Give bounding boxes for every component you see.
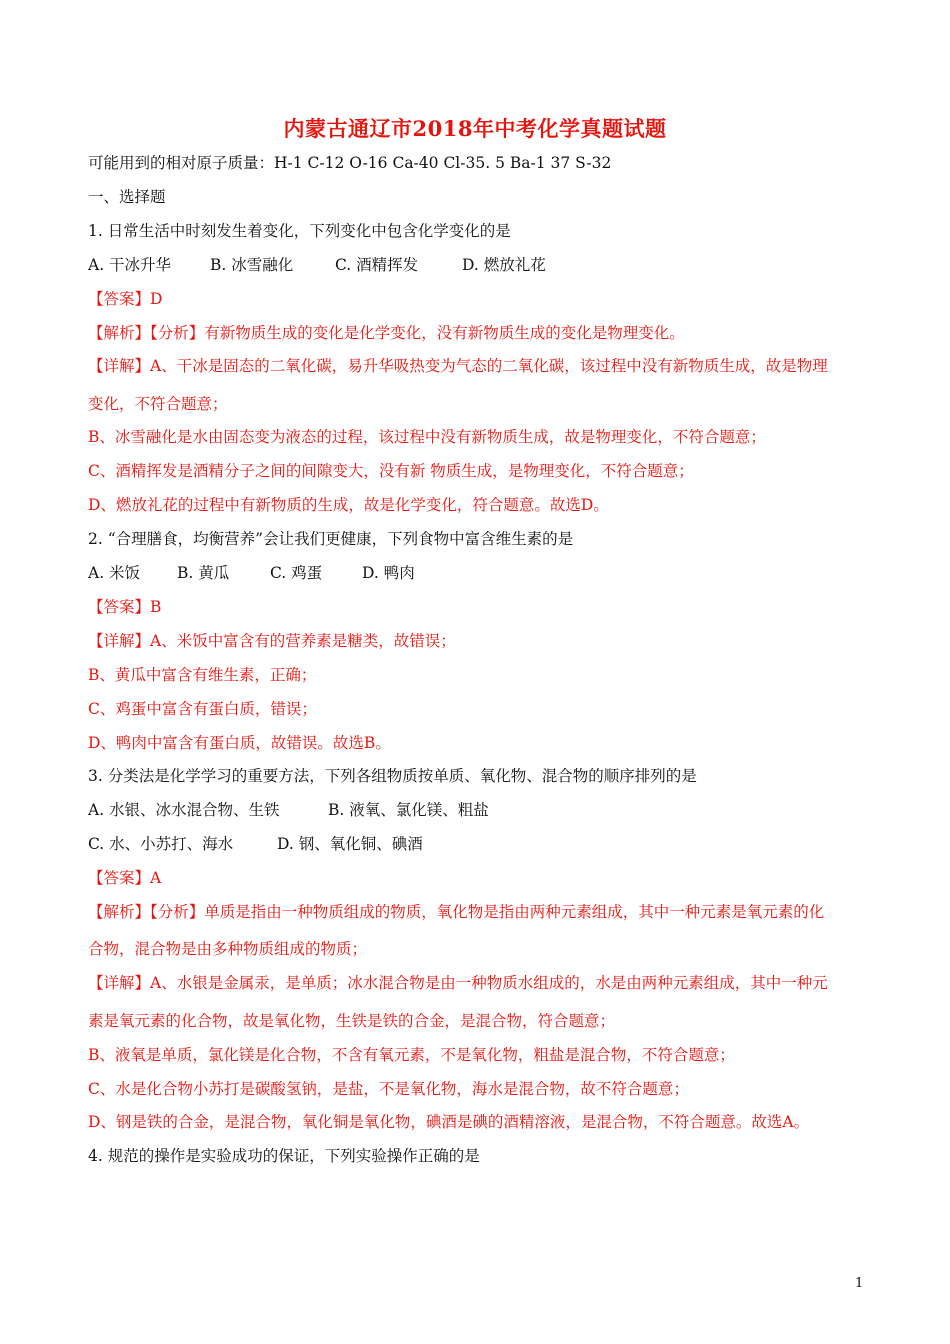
question-1-detail-c: C、酒精挥发是酒精分子之间的间隙变大，没有新 物质生成，是物理变化，不符合题意；	[88, 462, 694, 480]
option-d: D. 钢、氧化铜、碘酒	[277, 835, 423, 853]
question-3-detail-b: B、液氧是单质，氯化镁是化合物，不含有氧元素，不是氧化物，粗盐是混合物，不符合题意；	[88, 1046, 735, 1064]
question-1-detail-a: 【详解】A、干冰是固态的二氧化碳，易升华吸热变为气态的二氧化碳，该过程中没有新物质生成，故是物理	[88, 357, 828, 375]
question-3-options-row-1	[88, 800, 489, 820]
question-1-answer: 【答案】D	[88, 290, 163, 308]
question-2-options	[88, 563, 415, 583]
option-c: C. 水、小苏打、海水	[88, 835, 234, 853]
question-2-detail-c: C、鸡蛋中富含有蛋白质，错误；	[88, 700, 317, 718]
question-2-answer: 【答案】B	[88, 598, 162, 616]
question-2-detail-a: 【详解】A、米饭中富含有的营养素是糖类，故错误；	[88, 632, 456, 650]
question-4-stem: 4. 规范的操作是实验成功的保证，下列实验操作正确的是	[88, 1147, 480, 1165]
question-3-stem: 3. 分类法是化学学习的重要方法，下列各组物质按单质、氧化物、混合物的顺序排列的是	[88, 767, 697, 785]
option-b: B. 冰雪融化	[210, 256, 294, 274]
option-a: A. 水银、冰水混合物、生铁	[88, 801, 280, 819]
question-1-stem: 1. 日常生活中时刻发生着变化，下列变化中包含化学变化的是	[88, 222, 511, 240]
question-3-detail-d: D、钢是铁的合金，是混合物，氧化铜是氧化物，碘酒是碘的酒精溶液，是混合物，不符合题意。故选A。	[88, 1113, 810, 1131]
question-1-options	[88, 255, 546, 275]
option-c: C. 酒精挥发	[335, 256, 419, 274]
question-3-analysis-cont: 合物，混合物是由多种物质组成的物质；	[88, 940, 368, 958]
option-a: A. 米饭	[88, 564, 141, 582]
atomic-masses: 可能用到的相对原子质量：H-1 C-12 O-16 Ca-40 Cl-35. 5 Ba-1 37 S-32	[88, 154, 612, 172]
question-1-detail-b: B、冰雪融化是水由固态变为液态的过程，该过程中没有新物质生成，故是物理变化，不符合题意；	[88, 428, 766, 446]
section-heading: 一、选择题	[88, 188, 166, 206]
page-number: 1	[855, 1276, 864, 1291]
question-3-answer: 【答案】A	[88, 869, 162, 887]
question-1-detail-a-cont: 变化，不符合题意；	[88, 395, 228, 413]
option-d: D. 燃放礼花	[462, 256, 546, 274]
question-3-options-row-2	[88, 834, 423, 854]
question-2-stem: 2. “合理膳食，均衡营养”会让我们更健康，下列食物中富含维生素的是	[88, 530, 574, 548]
question-1-analysis: 【解析】【分析】有新物质生成的变化是化学变化，没有新物质生成的变化是物理变化。	[88, 324, 685, 342]
option-b: B. 液氧、氯化镁、粗盐	[328, 801, 489, 819]
question-2-detail-d: D、鸭肉中富含有蛋白质，故错误。故选B。	[88, 734, 391, 752]
option-d: D. 鸭肉	[362, 564, 415, 582]
option-a: A. 干冰升华	[88, 256, 172, 274]
option-c: C. 鸡蛋	[270, 564, 323, 582]
question-3-detail-a: 【详解】A、水银是金属汞，是单质；冰水混合物是由一种物质水组成的，水是由两种元素组成，其中一种元	[88, 974, 828, 992]
page-title: 内蒙古通辽市2018年中考化学真题试题	[283, 116, 667, 141]
question-3-detail-c: C、水是化合物小苏打是碳酸氢钠，是盐，不是氧化物，海水是混合物，故不符合题意；	[88, 1080, 689, 1098]
question-2-detail-b: B、黄瓜中富含有维生素，正确；	[88, 666, 317, 684]
question-3-analysis: 【解析】【分析】单质是指由一种物质组成的物质，氧化物是指由两种元素组成，其中一种元素是氧元素的化	[88, 903, 825, 921]
question-3-detail-a-cont: 素是氧元素的化合物，故是氧化物，生铁是铁的合金，是混合物，符合题意；	[88, 1012, 616, 1030]
option-b: B. 黄瓜	[177, 564, 230, 582]
question-1-detail-d: D、燃放礼花的过程中有新物质的生成，故是化学变化，符合题意。故选D。	[88, 496, 609, 514]
